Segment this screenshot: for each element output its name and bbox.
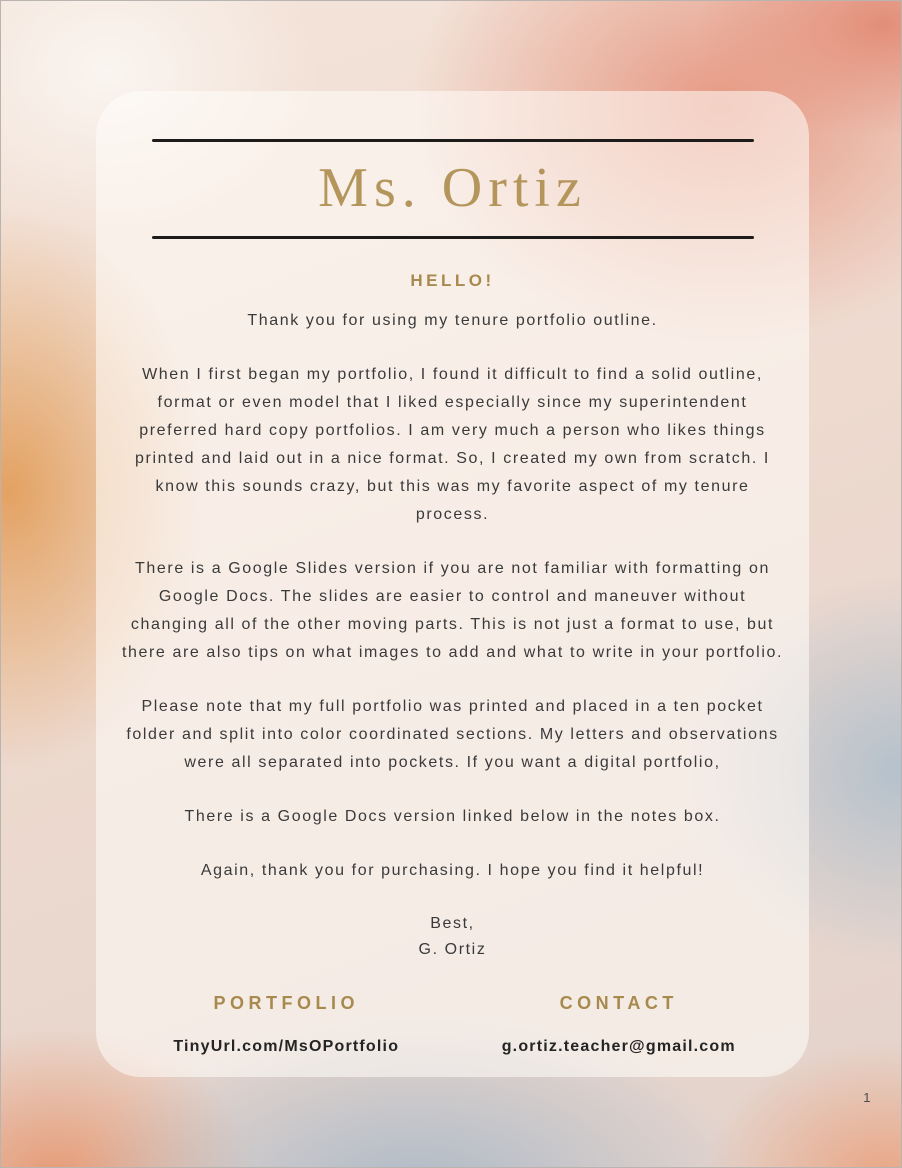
page-title: Ms. Ortiz xyxy=(318,157,587,219)
paragraph-2: There is a Google Slides version if you are not familiar with formatting on Google Docs. The slides are easier to control and maneuver without changing all of the other moving parts. This is not just a format to use, but there are also tips on what images to add and what to write in your portfolio. xyxy=(121,560,784,661)
content-card xyxy=(96,91,809,1077)
contact-heading: CONTACT xyxy=(559,993,678,1013)
portfolio-url: TinyUrl.com/MsOPortfolio xyxy=(173,1038,400,1055)
contact-email: g.ortiz.teacher@gmail.com xyxy=(501,1038,736,1055)
page-number: 1 xyxy=(863,1090,871,1105)
closing-block xyxy=(120,911,785,963)
closing-signature: G. Ortiz xyxy=(418,941,487,958)
portfolio-heading: PORTFOLIO xyxy=(213,993,359,1013)
contact-column xyxy=(453,993,786,1056)
closing-salutation: Best, xyxy=(430,915,475,932)
greeting-heading: HELLO! xyxy=(410,271,495,290)
intro-text: Thank you for using my tenure portfolio outline. xyxy=(247,312,658,329)
title-rule-top xyxy=(152,139,754,142)
footer-columns xyxy=(120,993,785,1056)
paragraph-3: Please note that my full portfolio was printed and placed in a ten pocket folder and split into color coordinated sections. My letters and observations were all separated into pockets. If you want a digital portfolio, xyxy=(126,698,779,771)
paragraph-4: There is a Google Docs version linked below in the notes box. xyxy=(184,808,721,825)
title-rule-bottom xyxy=(152,236,754,239)
paragraph-1: When I first began my portfolio, I found it difficult to find a solid outline, format or even model that I liked especially since my superintendent preferred hard copy portfolios. I am very much a person who likes things printed and laid out in a nice format. So, I created my own from scratch. I know this sounds crazy, but this was my favorite aspect of my tenure process. xyxy=(135,366,770,523)
paragraph-5: Again, thank you for purchasing. I hope you find it helpful! xyxy=(200,862,705,879)
portfolio-column xyxy=(120,993,453,1056)
